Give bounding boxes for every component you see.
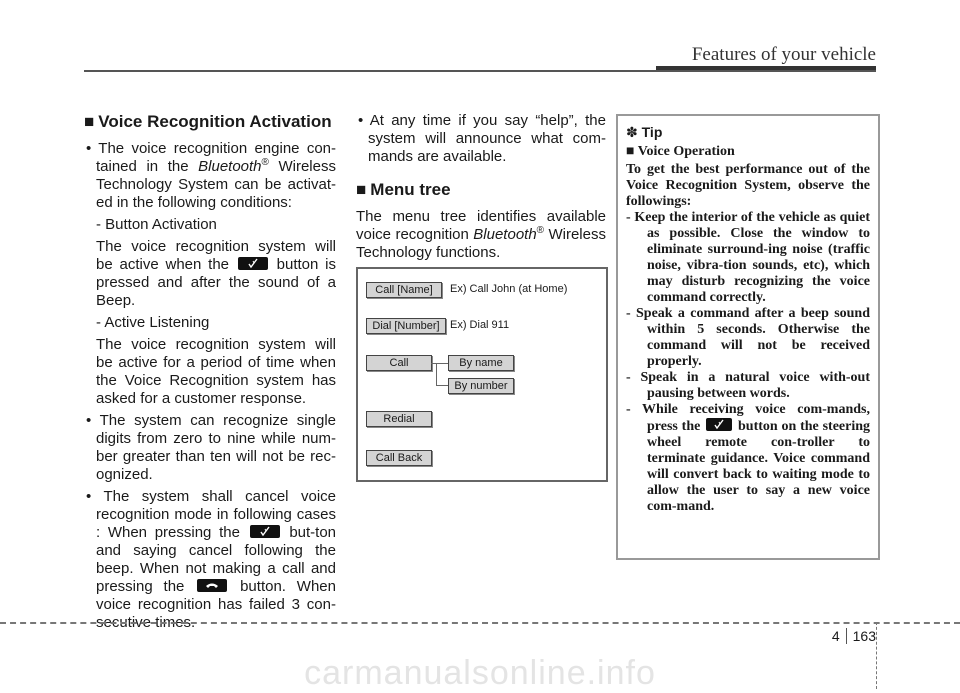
- tip-item-3: - Speak in a natural voice with-out pausing between words.: [626, 370, 870, 401]
- call-button: Call: [366, 355, 432, 371]
- tip-intro: To get the best performance out of the Voice Recognition System, observe the followings:: [626, 162, 870, 209]
- tip-item-4: - While receiving voice com-mands, press the button on the steering wheel remote con-troller to terminate guidance. Voice command will convert back to waiting mode to allow the user to say a new voice com-mand.: [626, 402, 871, 514]
- connector-line: [436, 364, 437, 386]
- connector-line: [436, 385, 448, 386]
- menu-tree-diagram: [356, 267, 608, 482]
- footer-rule: [0, 622, 960, 624]
- page-header-title: Features of your vehicle: [691, 44, 876, 65]
- redial-button: Redial: [366, 411, 432, 427]
- menu-tree-heading: ■ Menu tree: [356, 180, 451, 199]
- dial-number-button: Dial [Number]: [366, 318, 446, 334]
- heading-square-icon: ■: [356, 180, 367, 199]
- call-name-button: Call [Name]: [366, 282, 442, 298]
- bullet-help: • At any time if you say “help”, the system will announce what com-mands are available.: [358, 112, 606, 165]
- page-number-value: 163: [852, 628, 876, 644]
- bullet-cancel: • The system shall cancel voice recognition mode in following cases : When pressing the but-ton and saying cancel following the beep. When not making a call and pressing the button. When voice recognition has failed 3 con-secutive times.: [86, 488, 337, 631]
- tip-box: [616, 114, 880, 560]
- call-back-button: Call Back: [366, 450, 432, 466]
- voice-button-icon: [706, 418, 732, 431]
- by-name-button: By name: [448, 355, 514, 371]
- chapter-number: 4: [831, 628, 840, 644]
- voice-button-icon: [250, 525, 280, 538]
- voice-recognition-heading: ■ Voice Recognition Activation: [84, 112, 332, 131]
- hang-up-button-icon: [197, 579, 227, 592]
- menu-tree-intro: The menu tree identifies available voice recognition Bluetooth® Wireless Technology functions.: [356, 208, 606, 261]
- voice-button-icon: [238, 257, 268, 270]
- active-listening-text: The voice recognition system will be active for a period of time when the Voice Recognition system has asked for a customer response.: [96, 336, 336, 407]
- header-rule: [84, 70, 876, 72]
- column-middle: [356, 112, 606, 266]
- by-number-button: By number: [448, 378, 514, 394]
- active-listening-title: - Active Listening: [96, 314, 210, 331]
- bullet-engine: • The voice recognition engine con-tained in the Bluetooth® Wireless Technology System can be activat-ed in the following conditions:: [86, 140, 336, 211]
- call-name-example: Ex) Call John (at Home): [450, 283, 568, 295]
- dial-number-example: Ex) Dial 911: [450, 319, 510, 331]
- column-left: [84, 112, 336, 636]
- button-activation-title: - Button Activation: [96, 216, 217, 233]
- bullet-digits: • The system can recognize single digits from zero to nine while num-ber greater than ten will not be rec-ognized.: [86, 412, 337, 483]
- tip-item-2: - Speak a command after a beep sound within 5 seconds. Otherwise the command will not be received properly.: [626, 306, 870, 369]
- button-activation-text: The voice recognition system will be active when the button is pressed and after the sound of a Beep.: [96, 238, 336, 309]
- tip-subtitle: ■ Voice Operation: [626, 144, 735, 159]
- square-icon: ■: [626, 144, 635, 159]
- page-number: [832, 628, 876, 644]
- tip-item-1: - Keep the interior of the vehicle as quiet as possible. Close the window to eliminate surround-ing noise (traffic noise, vibra-tion sounds, etc), which may disturb recognizing the voice command correctly.: [626, 210, 870, 305]
- page-number-separator: [846, 628, 847, 644]
- tip-title: ✽ Tip: [626, 124, 663, 140]
- heading-square-icon: ■: [84, 112, 95, 131]
- watermark: carmanualsonline.info: [304, 654, 656, 692]
- connector-line: [431, 363, 448, 364]
